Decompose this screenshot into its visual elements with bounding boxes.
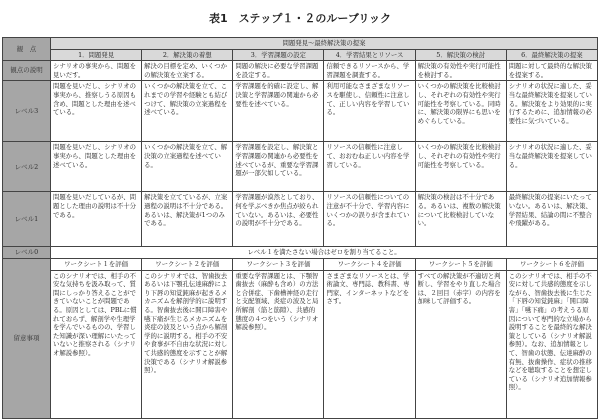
worksheet-label: ワークシート２を評価	[142, 258, 233, 270]
worksheet-label: ワークシート４を評価	[324, 258, 415, 270]
viewpoint-header: 観 点	[3, 38, 51, 61]
table-row-level1	[3, 192, 598, 247]
column-header-row	[3, 49, 598, 61]
table-cell: 問題の解決に必要な学習課題を設定する。	[233, 61, 324, 81]
table-cell: シナリオの事実から、問題を見いだす。	[51, 61, 142, 81]
row-label: 観点の説明	[3, 61, 51, 81]
table-cell: 解決策の有効性や実行可能性を検討する。	[415, 61, 506, 81]
table-cell: リソースの信頼性についての注意が不十分で、学習内容にいくつかの誤りが含まれている。	[324, 192, 415, 247]
notes-label: 留意事項	[3, 258, 51, 418]
worksheet-label: ワークシート１を評価	[51, 258, 142, 270]
level0-text: レベル１を満たさない場合はゼロを割り当てること。	[51, 247, 598, 259]
table-cell: いくつかの解決策を立て、これまでの学習や経験とも結びつけて、解決策の立案過程を述べている。	[142, 81, 233, 142]
note-cell: このシナリオでは、智歯抜去あるいは下顎孔伝達麻酔により下唇の知覚鈍麻が起きるメカニズムを解剖学的に説明する。智歯抜去後に開口障害や嚥下痛が生じるメカニズムを炎症の波及という点から解剖学的に説明する。相手の不安や食事が不自由な状況に対して共感的態度を示すことが解決策である（シナリオ解説参照）。	[142, 270, 233, 418]
table-row-level3	[3, 81, 598, 142]
worksheet-row	[3, 258, 598, 270]
note-cell: このシナリオでは、相手の不安に対して共感的態度を示しながら、智歯抜去後に生じた「下唇の知覚鈍麻」「開口障害」「嚥下痛」の考えうる原因について専門的な立場から説明することを最終的な解決策としている（シナリオ解説参照）。なお、追加情報として、智歯の状態、伝達麻酔の有無、抜歯操作、症状の推移などを聴取することを想定している（シナリオ追加情報参照）。	[506, 270, 597, 418]
table-cell: 問題を見いだし、シナリオの事実から、問題とした理由を述べている。	[51, 142, 142, 192]
row-label: レベル0	[3, 247, 51, 259]
table-cell: 問題に対して最終的な解決策を提案する。	[506, 61, 597, 81]
table-cell: いくつかの解決策を立て、解決策の立案過程を述べている。	[142, 142, 233, 192]
worksheet-label: ワークシート６を評価	[506, 258, 597, 270]
note-cell: 重要な学習課題とは、下顎智歯抜去（麻酔も含め）の方法と合併症、下歯槽神経の走行と支配領域、炎症の波及と局所解剖（筋と筋隙）、共感的態度の４つをいう（シナリオ解説参照）。	[233, 270, 324, 418]
worksheet-label: ワークシート５を評価	[415, 258, 506, 270]
table-cell: いくつかの解決策を比較検討し、それぞれの有効性や実行可能性を考察している。同時に、解決策の限界にも思いをめぐらしている。	[415, 81, 506, 142]
table-cell: 解決策を立てているが、立案過程の説明は不十分である。あるいは、解決策が1つのみである。	[142, 192, 233, 247]
group-header: 問題発見〜最終解決策の提案	[51, 38, 598, 50]
table-cell: シナリオの状況に適した、妥当な最終解決策を提案している。解決策をより効果的に実行するために、追加情報の必要性に気づいている。	[506, 81, 597, 142]
row-label: レベル3	[3, 81, 51, 142]
table-row-description	[3, 61, 598, 81]
column-header: 5．解決策の検討	[415, 49, 506, 61]
column-header: 2．解決策の着想	[142, 49, 233, 61]
table-cell: 問題を見いだしているが、問題とした理由の説明は不十分である。	[51, 192, 142, 247]
column-header: 6．最終解決策の提案	[506, 49, 597, 61]
table-cell: 最終解決策の提案にいたっていない。あるいは、解決策、学習結果、結論の間に不整合や飛躍がある。	[506, 192, 597, 247]
note-cell: さまざまなリソースとは、学術論文、専門誌、教科書、専門家、インターネットなどをさす。	[324, 270, 415, 418]
notes-row	[3, 270, 598, 418]
table-cell: 信頼できるリソースから、学習課題を調査する。	[324, 61, 415, 81]
table-cell: リソースの信頼性に注意して、おおむね正しい内容を学習している。	[324, 142, 415, 192]
row-label: レベル2	[3, 142, 51, 192]
table-cell: いくつかの解決策を比較検討し、それぞれの有効性や実行可能性を考察している。	[415, 142, 506, 192]
rubric-table	[2, 37, 598, 419]
column-header: 4．学習結果とリソース	[324, 49, 415, 61]
worksheet-label: ワークシート３を評価	[233, 258, 324, 270]
table-cell: 学習課題が漠然としており、何を学ぶべきか焦点が絞られていない。あるいは、必要性の説明が不十分である。	[233, 192, 324, 247]
table-row-level0	[3, 247, 598, 259]
row-label: レベル1	[3, 192, 51, 247]
note-cell: このシナリオでは、相手の不安な気持ちを汲み取って、質問にしっかり答えることができていないことが問題である。原因としては、PBLに慣れておらず、解剖学や生理学を学んでいるものの、学習した知識が深い理解にいたっていないと推察される（シナリオ解説参照）。	[51, 270, 142, 418]
table-title: 表1 ステップ１・２のルーブリック	[208, 12, 391, 25]
column-header: 3．学習課題の設定	[233, 49, 324, 61]
table-cell: 問題を見いだし、シナリオの事実から、推察しうる原因も含め、問題とした理由を述べている。	[51, 81, 142, 142]
table-row-level2	[3, 142, 598, 192]
table-cell: 解決の目標を定め、いくつかの解決策を立案する。	[142, 61, 233, 81]
note-cell: すべての解決策が不適切と判断し、学習をやり直した場合は、２回目（赤字）の内容を加味して評価する。	[415, 270, 506, 418]
table-cell: 解決策の検討は不十分である。あるいは、複数の解決策について比較検討していない。	[415, 192, 506, 247]
table-cell: 学習課題を設定し、解決策と学習課題の関連から必要性を述べているが、重要な学習課題が一部欠如している。	[233, 142, 324, 192]
column-header: 1．問題発見	[51, 49, 142, 61]
table-cell: シナリオの状況に適した、妥当な最終解決策を提案している。	[506, 142, 597, 192]
table-cell: 学習課題を的確に設定し、解決策と学習課題の関連から必要性を述べている。	[233, 81, 324, 142]
table-cell: 利用可能なさまざまなリソースを駆使し、信頼性に注意して、正しい内容を学習している。	[324, 81, 415, 142]
